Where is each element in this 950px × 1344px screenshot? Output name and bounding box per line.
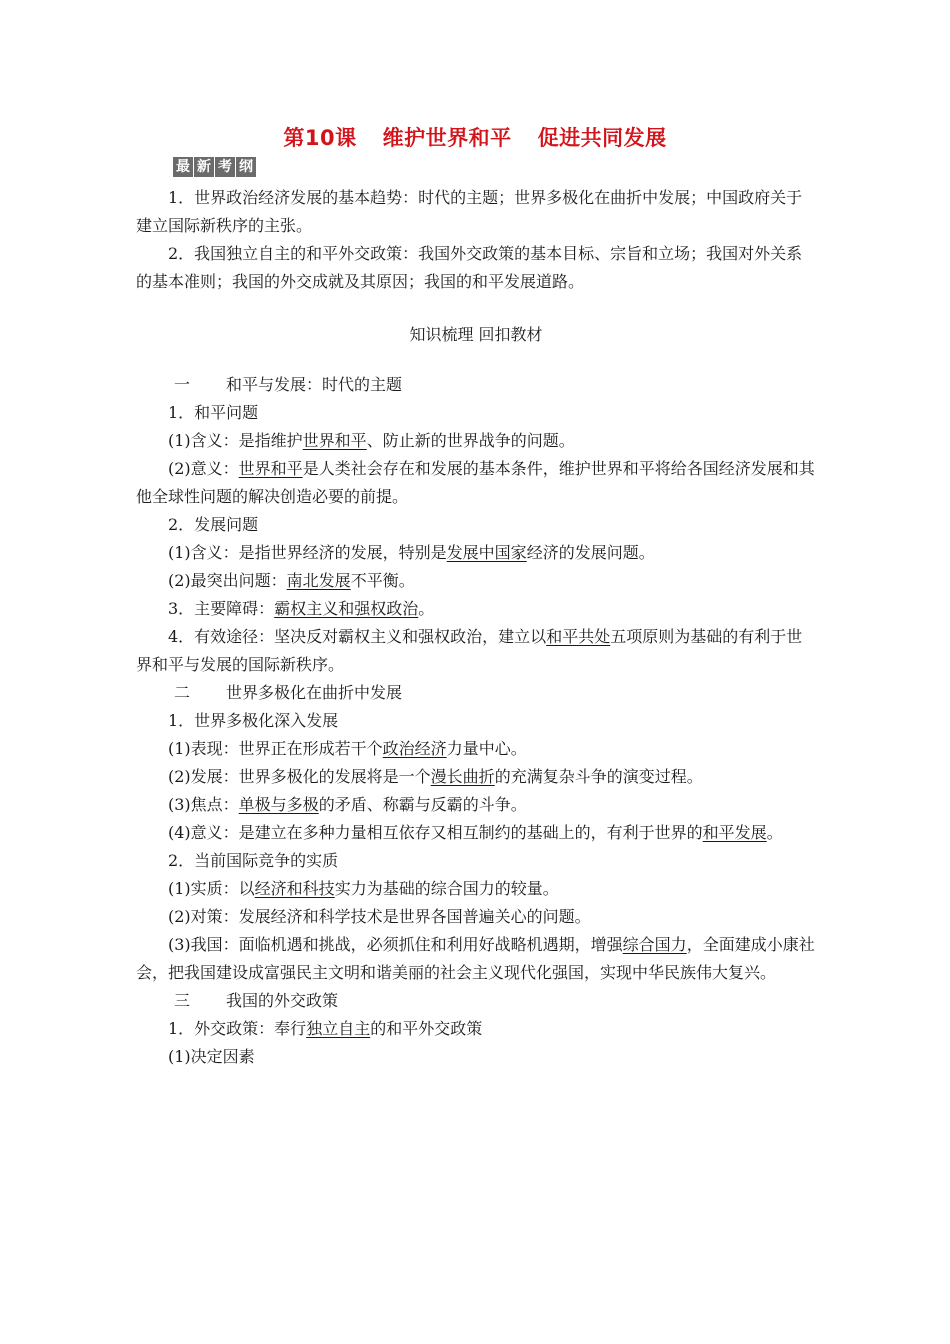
key-term: 南北发展: [286, 571, 351, 590]
content-line: (2)对策：发展经济和科学技术是世界各国普遍关心的问题。: [168, 907, 591, 926]
badge-char: 考: [215, 157, 235, 177]
key-term: 独立自主: [306, 1019, 371, 1038]
key-term: 霸权主义和强权政治: [274, 599, 419, 618]
section-3-heading: 三 我国的外交政策: [174, 991, 339, 1010]
knowledge-content: [136, 371, 816, 1071]
topic-heading: 1．世界多极化深入发展: [168, 711, 339, 730]
topic-heading: 1．和平问题: [168, 403, 259, 422]
latest-syllabus-badge: [173, 157, 256, 177]
lesson-title: [0, 122, 950, 152]
content-line: (3)焦点：单极与多极的矛盾、称霸与反霸的斗争。: [168, 795, 527, 814]
badge-char: 纲: [236, 157, 256, 177]
content-line: (1)实质：以经济和科技实力为基础的综合国力的较量。: [168, 879, 559, 898]
outline-item: 1．世界政治经济发展的基本趋势：时代的主题；世界多极化在曲折中发展；中国政府关于建立国际新秩序的主张。: [136, 188, 803, 235]
content-line: (2)最突出问题：南北发展不平衡。: [168, 571, 415, 590]
content-line: (1)表现：世界正在形成若干个政治经济力量中心。: [168, 739, 527, 758]
badge-char: 新: [194, 157, 214, 177]
key-term: 发展中国家: [446, 543, 527, 562]
content-line: (1)含义：是指维护世界和平、防止新的世界战争的问题。: [168, 431, 575, 450]
lesson-number: 第10课: [283, 126, 357, 150]
topic-heading: 2．发展问题: [168, 515, 259, 534]
key-term: 漫长曲折: [430, 767, 495, 786]
key-term: 和平共处: [546, 627, 611, 646]
topic-heading: 1．外交政策：奉行独立自主的和平外交政策: [168, 1019, 483, 1038]
key-term: 单极与多极: [238, 795, 319, 814]
topic-heading: 2．当前国际竞争的实质: [168, 851, 339, 870]
topic-heading: 4．有效途径：坚决反对霸权主义和强权政治，建立以和平共处五项原则为基础的有利于世界和平与发展的国际新秩序。: [136, 627, 803, 674]
topic-heading: 3．主要障碍：霸权主义和强权政治。: [168, 599, 435, 618]
content-line: (3)我国：面临机遇和挑战，必须抓住和利用好战略机遇期，增强综合国力，全面建成小康社会，把我国建设成富强民主文明和谐美丽的社会主义现代化强国，实现中华民族伟大复兴。: [136, 935, 815, 982]
content-line: (2)意义：世界和平是人类社会存在和发展的基本条件，维护世界和平将给各国经济发展和其他全球性问题的解决创造必要的前提。: [136, 459, 815, 506]
key-term: 世界和平: [238, 459, 303, 478]
syllabus-outline: [136, 184, 816, 296]
key-term: 综合国力: [622, 935, 687, 954]
lesson-title-part2: 促进共同发展: [537, 126, 667, 150]
key-term: 和平发展: [702, 823, 767, 842]
outline-item: 2．我国独立自主的和平外交政策：我国外交政策的基本目标、宗旨和立场；我国对外关系的基本准则；我国的外交成就及其原因；我国的和平发展道路。: [136, 244, 803, 291]
content-line: (1)含义：是指世界经济的发展，特别是发展中国家经济的发展问题。: [168, 543, 655, 562]
key-term: 经济和科技: [254, 879, 335, 898]
key-term: 政治经济: [382, 739, 447, 758]
lesson-title-part1: 维护世界和平: [382, 126, 512, 150]
section-2-heading: 二 世界多极化在曲折中发展: [174, 683, 403, 702]
content-line: (1)决定因素: [168, 1047, 255, 1066]
badge-char: 最: [173, 157, 193, 177]
section-heading: 知识梳理 回扣教材: [409, 325, 543, 344]
content-line: (4)意义：是建立在多种力量相互依存又相互制约的基础上的，有利于世界的和平发展。: [168, 823, 783, 842]
key-term: 世界和平: [302, 431, 367, 450]
section-1-heading: 一 和平与发展：时代的主题: [174, 375, 403, 394]
content-line: (2)发展：世界多极化的发展将是一个漫长曲折的充满复杂斗争的演变过程。: [168, 767, 703, 786]
